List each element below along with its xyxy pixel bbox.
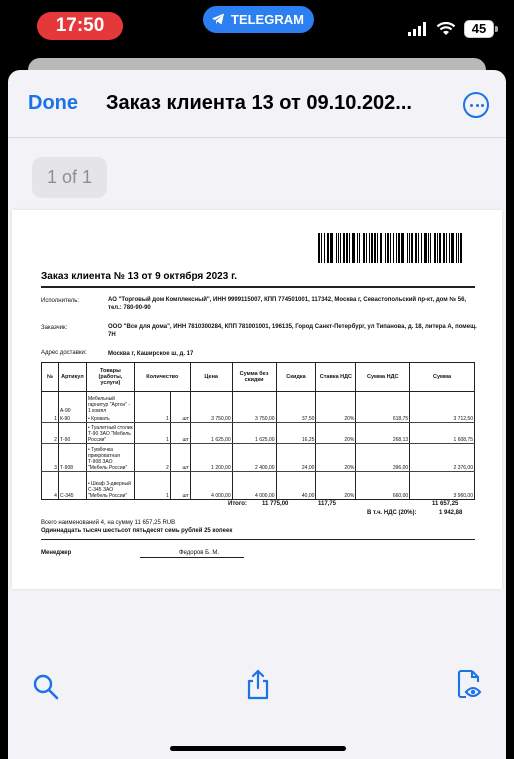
column-header: Сумма НДС — [356, 363, 410, 392]
share-icon[interactable] — [245, 669, 271, 701]
table-cell: 618,75 — [356, 414, 410, 423]
column-header: Ставка НДС — [316, 363, 356, 392]
table-cell: • Кровать — [86, 414, 134, 423]
table-group-row — [42, 392, 475, 414]
done-button[interactable]: Done — [28, 92, 78, 114]
totals-label: Итого: — [228, 501, 247, 507]
table-cell: 4 000,00 — [232, 472, 276, 500]
status-time[interactable]: 17:50 — [37, 12, 123, 40]
table-cell: шт — [170, 472, 190, 500]
delivery-label: Адрес доставки: — [41, 350, 87, 356]
items-table — [41, 362, 475, 500]
customer-value: ООО "Все для дома", ИНН 7810300284, КПП 781001001, 196135, Город Санкт-Петербург, ул Типанова, д. 18, литера А, помещ. 7Н — [108, 324, 477, 338]
table-cell: 3 712,50 — [410, 414, 475, 423]
table-row — [42, 423, 475, 444]
table-cell: Мебельный гарнитур "Артон" - 1 компл — [86, 392, 134, 414]
table-cell: шт — [170, 414, 190, 423]
table-cell: 3 750,00 — [190, 414, 232, 423]
table-cell: С-345 — [58, 472, 86, 500]
table-cell: А-90 — [58, 392, 86, 414]
navigation-bar — [8, 70, 506, 138]
table-cell: 1 625,00 — [232, 423, 276, 444]
table-cell: 396,00 — [356, 444, 410, 472]
signal-icon — [408, 22, 428, 36]
table-row — [42, 414, 475, 423]
table-cell: 1 — [134, 472, 170, 500]
table-cell: 4 000,00 — [190, 472, 232, 500]
executor-value: АО "Торговый дом Комплексный", ИНН 9999115007, КПП 774501001, 117342, Москва г, Севастопольский пр-кт, дом № 56, тел.: 780-90-90 — [108, 297, 467, 311]
markup-icon[interactable] — [456, 669, 484, 701]
table-cell: 3 750,00 — [232, 414, 276, 423]
document-title: Заказ клиента 13 от 09.10.202... — [106, 92, 412, 114]
table-cell: К-90 — [58, 414, 86, 423]
signature-line — [140, 557, 244, 558]
table-cell: 20% — [316, 414, 356, 423]
table-cell: 24,00 — [276, 444, 316, 472]
document-preview-sheet — [8, 70, 506, 759]
amount-in-words: Одиннадцать тысяч шестьсот пятьдесят семь рублей 25 копеек — [41, 528, 233, 534]
table-row — [42, 444, 475, 472]
table-cell: • Шкаф 3-дверный С-345 ЗАО "Мебель России" — [86, 472, 134, 500]
title-divider — [41, 286, 475, 288]
table-cell: Т-90 — [58, 423, 86, 444]
manager-label: Менеджер — [41, 550, 72, 556]
table-cell: 3 — [42, 444, 59, 472]
telegram-icon — [211, 12, 225, 26]
total-sum: 11 657,25 — [432, 501, 459, 507]
table-cell: Т-908 — [58, 444, 86, 472]
table-cell: 1 200,00 — [190, 444, 232, 472]
table-cell: 2 376,00 — [410, 444, 475, 472]
table-cell: 40,00 — [276, 472, 316, 500]
more-options-icon[interactable] — [463, 92, 489, 118]
table-cell: 1 608,75 — [410, 423, 475, 444]
table-cell: 1 — [134, 423, 170, 444]
vat-total-label: В т.ч. НДС (20%): — [367, 510, 417, 516]
table-cell: 3 960,00 — [410, 472, 475, 500]
telegram-label: TELEGRAM — [231, 12, 304, 27]
search-icon[interactable] — [32, 673, 60, 701]
table-cell: • Туалетный столик Т-90 ЗАО "Мебель России" — [86, 423, 134, 444]
table-cell: 660,00 — [356, 472, 410, 500]
summary-line: Всего наименований 4, на сумму 11 657,25 RUB — [41, 520, 176, 526]
column-header: Скидка — [276, 363, 316, 392]
vat-total: 1 942,88 — [439, 510, 463, 516]
total-discount: 117,75 — [318, 501, 337, 507]
total-without-discount: 11 775,00 — [262, 501, 289, 507]
table-cell: 268,13 — [356, 423, 410, 444]
table-cell: 1 625,00 — [190, 423, 232, 444]
table-cell: 16,25 — [276, 423, 316, 444]
summary-divider — [41, 539, 475, 540]
table-row — [42, 472, 475, 500]
table-cell: 2 — [134, 444, 170, 472]
telegram-return-pill[interactable] — [203, 6, 314, 33]
barcode-image — [318, 233, 464, 263]
table-cell: 2 — [42, 423, 59, 444]
executor-label: Исполнитель: — [41, 298, 80, 304]
column-header: Сумма без скидки — [232, 363, 276, 392]
bottom-toolbar — [8, 665, 506, 715]
delivery-value: Москва г, Каширское ш, д. 17 — [108, 351, 194, 357]
table-cell: 20% — [316, 423, 356, 444]
table-header-row — [42, 363, 475, 392]
table-cell: 1 — [134, 414, 170, 423]
table-cell: 1 — [42, 414, 59, 423]
customer-label: Заказчик: — [41, 325, 68, 331]
home-indicator — [170, 746, 346, 751]
column-header: Сумма — [410, 363, 475, 392]
table-cell: шт — [170, 423, 190, 444]
wifi-icon — [436, 22, 456, 36]
table-cell: 20% — [316, 444, 356, 472]
table-cell: 2 400,00 — [232, 444, 276, 472]
table-cell: 4 — [42, 472, 59, 500]
column-header: Цена — [190, 363, 232, 392]
battery-icon: 45 — [464, 20, 494, 38]
manager-name: Федоров Б. М. — [179, 550, 220, 556]
order-title: Заказ клиента № 13 от 9 октября 2023 г. — [41, 271, 238, 282]
column-header: Артикул — [58, 363, 86, 392]
table-cell: 37,50 — [276, 414, 316, 423]
page-indicator: 1 of 1 — [32, 157, 107, 198]
status-bar — [0, 0, 514, 56]
column-header: Товары (работы, услуги) — [86, 363, 134, 392]
document-page[interactable] — [12, 210, 502, 589]
table-cell: 20% — [316, 472, 356, 500]
table-cell: шт — [170, 444, 190, 472]
table-cell: • Тумбочка прикроватная Т-908 ЗАО "Мебель России" — [86, 444, 134, 472]
column-header: № — [42, 363, 59, 392]
status-icons — [408, 20, 494, 38]
column-header: Количество — [134, 363, 190, 392]
